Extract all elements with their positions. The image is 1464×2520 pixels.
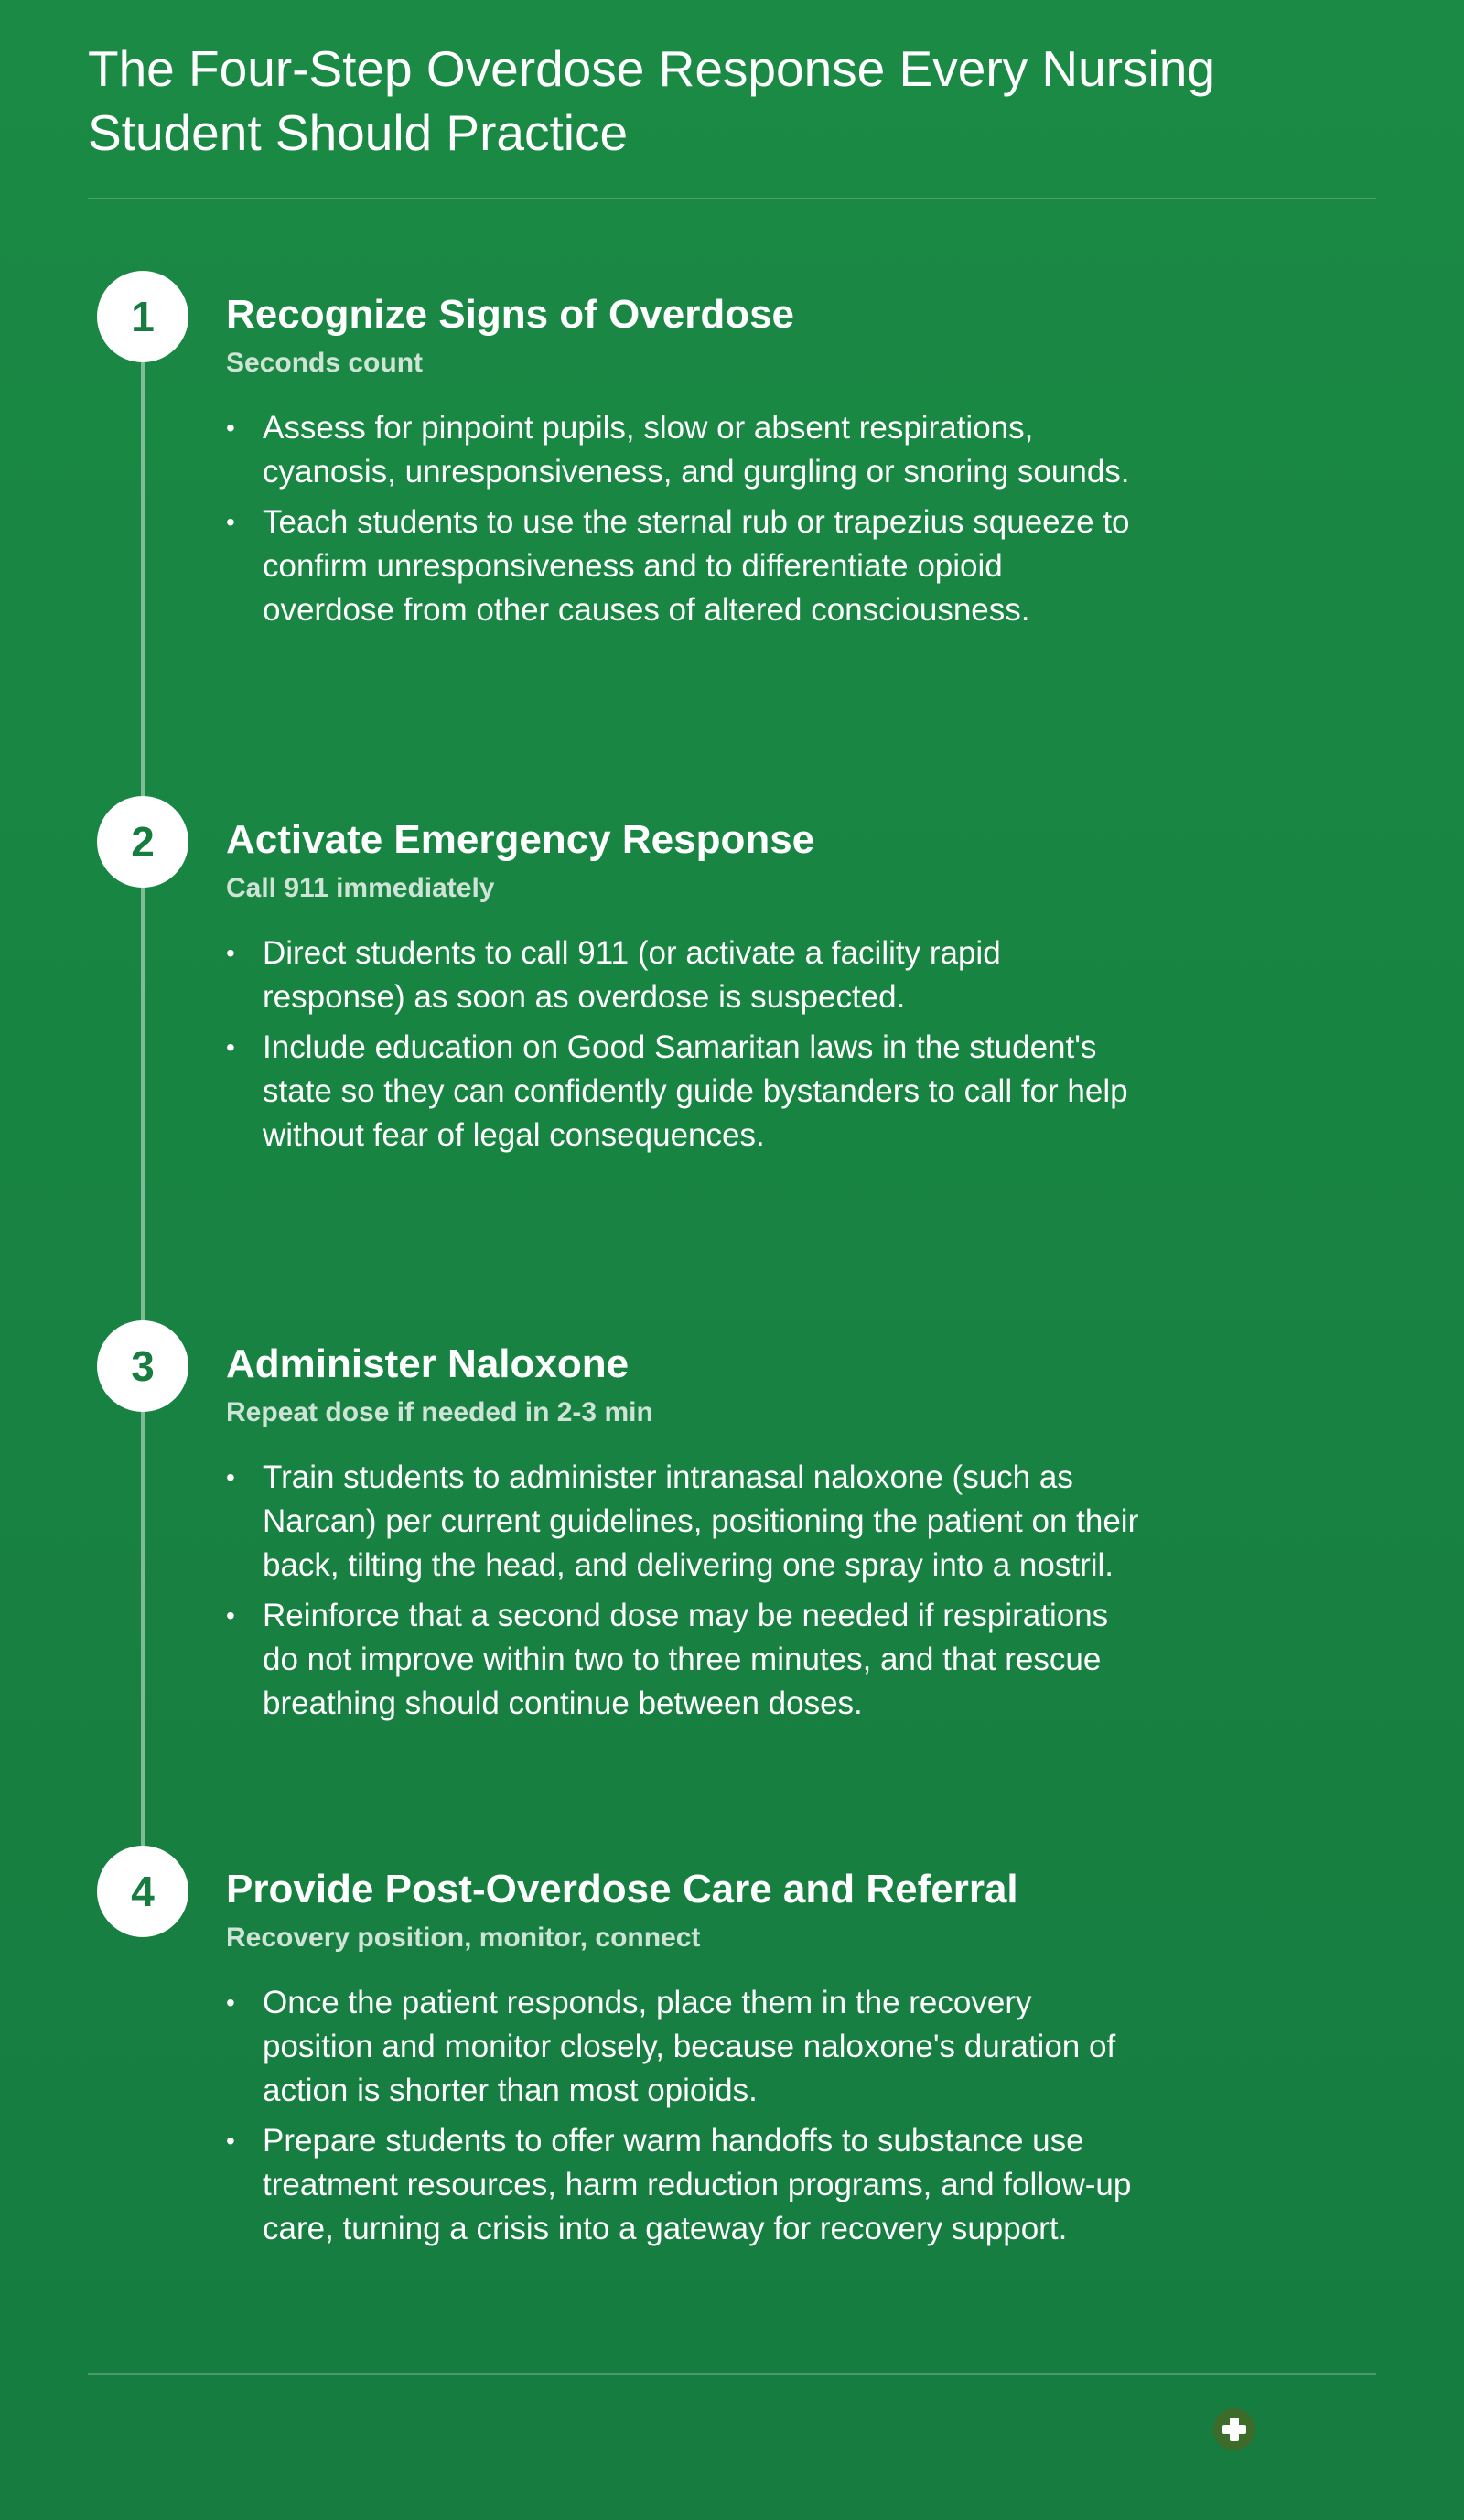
step-content: [226, 814, 1150, 1164]
step-point: [226, 1981, 1141, 2113]
step-points: [226, 1981, 1141, 2251]
medical-cross-glyph: [1213, 2408, 1255, 2450]
bullet-icon: •: [226, 1601, 235, 1630]
step-point-text: Include education on Good Samaritan laws in the student's state so they can confidently guide bystanders to call for help without fear of legal consequences.: [263, 1029, 1128, 1153]
bullet-icon: •: [226, 939, 235, 967]
step-point-text: Train students to administer intranasal naloxone (such as Narcan) per current guidelines, positioning the patient on their back, tilting the head, and delivering one spray into a nostril.: [263, 1459, 1139, 1583]
step-content: [226, 1339, 1150, 1732]
step-point-text: Teach students to use the sternal rub or trapezius squeeze to confirm unresponsiveness and to differentiate opioid overdose from other causes of altered consciousness.: [263, 504, 1130, 628]
bullet-icon: •: [226, 414, 235, 442]
step-point: [226, 406, 1141, 494]
step-content: [226, 1864, 1150, 2257]
step-point-text: Assess for pinpoint pupils, slow or absent respirations, cyanosis, unresponsiveness, and gurgling or snoring sounds.: [263, 410, 1130, 490]
step-subtitle: Call 911 immediately: [226, 873, 495, 903]
step-points: [226, 406, 1141, 632]
step-point: [226, 1594, 1141, 1726]
page-title: The Four-Step Overdose Response Every Nursing Student Should Practice: [88, 40, 1215, 161]
step-point-text: Prepare students to offer warm handoffs to substance use treatment resources, harm reduction programs, and follow-up care, turning a crisis into a gateway for recovery support.: [263, 2123, 1132, 2246]
step-title: Provide Post-Overdose Care and Referral: [226, 1867, 1018, 1912]
bullet-icon: •: [226, 2127, 235, 2155]
step-subtitle: Recovery position, monitor, connect: [226, 1922, 701, 1953]
medical-cross-icon: [1213, 2408, 1255, 2450]
step-title: Activate Emergency Response: [226, 817, 815, 862]
step-number-badge: 2: [97, 796, 188, 888]
bullet-icon: •: [226, 1988, 235, 2017]
step-point: [226, 932, 1141, 1019]
step-subtitle: Repeat dose if needed in 2-3 min: [226, 1397, 653, 1427]
bullet-icon: •: [226, 508, 235, 536]
step-subtitle: Seconds count: [226, 348, 424, 378]
step-point: [226, 1026, 1141, 1158]
step-points: [226, 1456, 1141, 1726]
step-number-badge: 4: [97, 1846, 188, 1937]
timeline-connector: [141, 316, 145, 1894]
step-title: Administer Naloxone: [226, 1341, 630, 1386]
bullet-icon: •: [226, 1463, 235, 1492]
step-point-text: Direct students to call 911 (or activate a facility rapid response) as soon as overdose is suspected.: [263, 935, 1001, 1015]
bullet-icon: •: [226, 1033, 235, 1061]
footer-divider: [88, 2373, 1376, 2375]
step-number-badge: 3: [97, 1320, 188, 1412]
step-content: [226, 289, 1150, 639]
step-point-text: Once the patient responds, place them in the recovery position and monitor closely, because naloxone's duration of action is shorter than most opioids.: [263, 1985, 1116, 2108]
header-divider: [88, 198, 1376, 199]
step-points: [226, 932, 1141, 1158]
step-point-text: Reinforce that a second dose may be needed if respirations do not improve within two to three minutes, and that rescue breathing should continue between doses.: [263, 1598, 1109, 1721]
step-number-badge: 1: [97, 271, 188, 362]
step-title: Recognize Signs of Overdose: [226, 292, 795, 337]
step-point: [226, 2119, 1141, 2251]
step-point: [226, 501, 1141, 632]
page-header: [88, 37, 1376, 165]
step-point: [226, 1456, 1141, 1588]
